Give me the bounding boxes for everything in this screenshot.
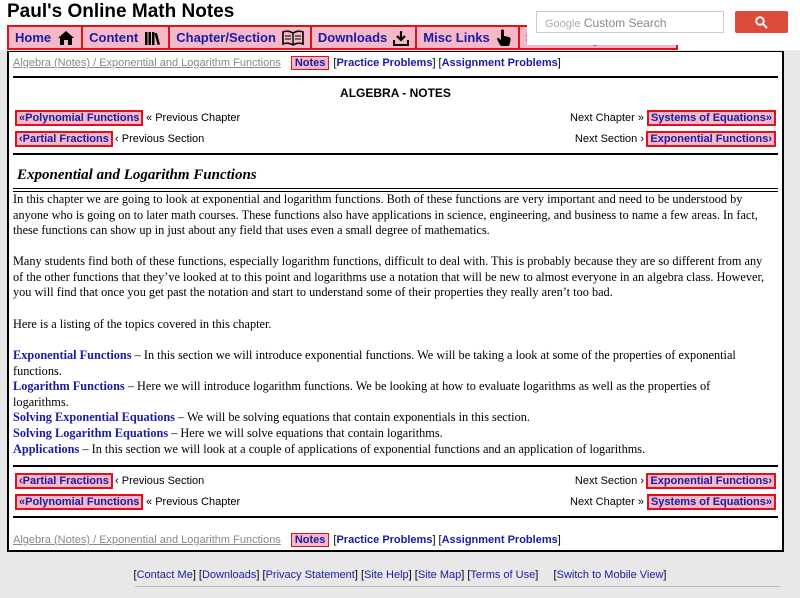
menu-downloads[interactable]: Downloads	[312, 27, 417, 48]
breadcrumb[interactable]: Algebra (Notes) / Exponential and Logarithm Functions	[13, 534, 281, 546]
menu-misc-links[interactable]: Misc Links	[417, 27, 519, 48]
menu-content[interactable]: Content	[83, 27, 170, 48]
divider	[13, 516, 778, 518]
list-item: Solving Logarithm Equations – Here we will solve equations that contain logarithms.	[13, 425, 443, 440]
search-panel	[527, 0, 800, 45]
site-title[interactable]: Paul's Online Math Notes	[7, 1, 235, 22]
books-icon	[144, 30, 162, 46]
pointer-hand-icon	[496, 29, 512, 47]
site-map-link[interactable]: Site Map	[417, 569, 462, 581]
next-chapter-label: Next Chapter »	[570, 112, 644, 124]
breadcrumb-top: Algebra (Notes) / Exponential and Logarithm Functions Notes [ Practice Problems ] [ Assignment Problems ]	[13, 57, 561, 69]
breadcrumb-bottom: Algebra (Notes) / Exponential and Logarithm Functions Notes [ Practice Problems ] [ Assignment Problems ]	[13, 534, 561, 546]
list-item: Applications – In this section we will look at a couple of applications of exponential functions and an application of logarithms.	[13, 441, 646, 456]
topic-link-solving-logarithm-equations[interactable]: Solving Logarithm Equations	[13, 425, 169, 440]
prev-chapter-label: « Previous Chapter	[146, 112, 241, 124]
site-help-link[interactable]: Site Help	[364, 569, 409, 581]
download-icon	[393, 30, 409, 46]
practice-problems-link[interactable]: Practice Problems	[336, 57, 433, 69]
next-section-button[interactable]: Exponential Functions›	[646, 131, 776, 147]
paragraph: Many students find both of these functions, especially logarithm functions, difficult to deal with. This is probably because they are so different from any of the other functions that they’ve looked at to this point and logarithms use a notation that will be new to almost everyone in an algebra class. However, you will find that once you get past the notation and start to understand some of their properties they really aren’t too bad.	[13, 254, 765, 300]
content-frame	[7, 51, 784, 552]
footer-links: [Contact Me] [Downloads] [Privacy Statement] [Site Help] [Site Map] [Terms of Use] [Switch to Mobile View]	[133, 569, 667, 581]
divider	[13, 153, 778, 155]
assignment-problems-link[interactable]: Assignment Problems	[441, 534, 558, 546]
assignment-problems-link[interactable]: Assignment Problems	[441, 57, 558, 69]
list-item: Logarithm Functions – Here we will introduce logarithm functions. We be looking at how to evaluate logarithms as well as the properties of logarithms.	[13, 379, 711, 409]
prev-chapter-label: « Previous Chapter	[146, 496, 241, 508]
next-chapter-label: Next Chapter »	[570, 496, 644, 508]
search-icon	[755, 16, 768, 29]
site-header	[0, 0, 800, 50]
chapter-nav-bottom	[15, 494, 776, 510]
mobile-view-link[interactable]: Switch to Mobile View	[556, 569, 664, 581]
section-nav-bottom	[15, 473, 776, 489]
search-brand: Google	[545, 18, 581, 30]
breadcrumb[interactable]: Algebra (Notes) / Exponential and Logarithm Functions	[13, 57, 281, 69]
paragraph: Here is a listing of the topics covered in this chapter.	[13, 317, 272, 331]
prev-section-button[interactable]: ‹Partial Fractions	[15, 131, 113, 147]
topic-link-solving-exponential-equations[interactable]: Solving Exponential Equations	[13, 410, 175, 425]
divider	[13, 465, 778, 467]
next-section-button[interactable]: Exponential Functions›	[646, 473, 776, 489]
prev-section-label: ‹ Previous Section	[115, 133, 205, 145]
menu-chapter-section[interactable]: Chapter/Section	[170, 27, 312, 48]
next-section-label: Next Section ›	[574, 133, 644, 145]
page-title: ALGEBRA - NOTES	[340, 86, 451, 100]
next-chapter-button[interactable]: Systems of Equations»	[647, 110, 776, 126]
prev-chapter-button[interactable]: «Polynomial Functions	[15, 110, 143, 126]
notes-tab[interactable]: Notes	[291, 533, 330, 547]
search-placeholder: Custom Search	[583, 16, 667, 30]
notes-tab[interactable]: Notes	[291, 56, 330, 70]
section-title: Exponential and Logarithm Functions	[17, 167, 257, 183]
next-chapter-button[interactable]: Systems of Equations»	[647, 494, 776, 510]
home-icon	[57, 30, 75, 46]
prev-section-label: ‹ Previous Section	[115, 475, 205, 487]
menu-home[interactable]: Home	[9, 27, 83, 48]
practice-problems-link[interactable]: Practice Problems	[336, 534, 433, 546]
section-nav-top	[15, 131, 776, 147]
terms-link[interactable]: Terms of Use	[470, 569, 536, 581]
topic-list	[13, 348, 768, 457]
privacy-link[interactable]: Privacy Statement	[265, 569, 355, 581]
prev-chapter-button[interactable]: «Polynomial Functions	[15, 494, 143, 510]
topic-link-logarithm-functions[interactable]: Logarithm Functions	[13, 379, 125, 394]
list-item: Exponential Functions – In this section we will introduce exponential functions. We will be taking a look at some of the properties of exponential functions.	[13, 348, 736, 378]
divider	[13, 76, 778, 78]
chapter-nav-top	[15, 110, 776, 126]
paragraph: In this chapter we are going to look at exponential and logarithm functions. Both of these functions are very important and need to be understood by anyone who is going on to later math courses. These functions also have applications in science, engineering, and business to name a few areas. In fact, these functions can show up in just about any field that uses even a small degree of mathematics.	[13, 192, 758, 238]
topic-link-applications[interactable]: Applications	[13, 441, 80, 456]
prev-section-button[interactable]: ‹Partial Fractions	[15, 473, 113, 489]
downloads-link[interactable]: Downloads	[201, 569, 257, 581]
search-input[interactable]	[536, 11, 724, 33]
search-button[interactable]	[735, 11, 788, 33]
contact-link[interactable]: Contact Me	[136, 569, 193, 581]
list-item: Solving Exponential Equations – We will be solving equations that contain exponentials in this section.	[13, 410, 530, 425]
next-section-label: Next Section ›	[574, 475, 644, 487]
footer-divider	[135, 586, 780, 587]
topic-link-exponential-functions[interactable]: Exponential Functions	[13, 348, 132, 362]
open-book-icon	[282, 30, 304, 46]
